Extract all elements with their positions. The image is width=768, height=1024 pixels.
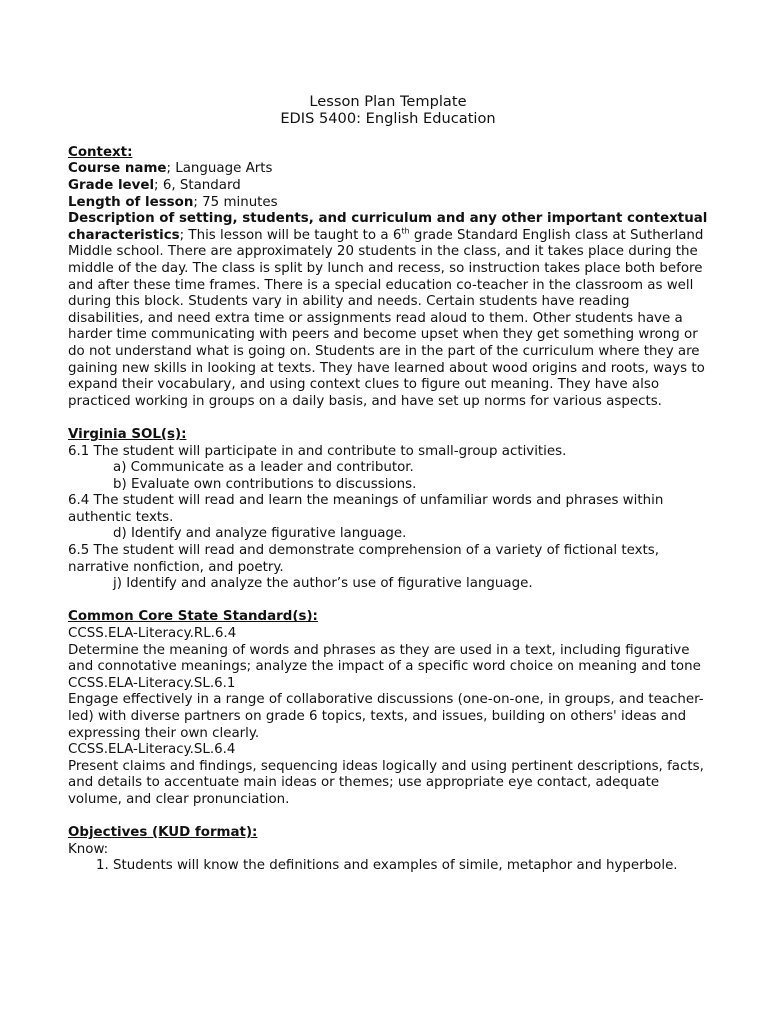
course-name-line — [68, 161, 708, 178]
document-title — [68, 93, 708, 128]
ccss-code-rl-6-4: CCSS.ELA-Literacy.RL.6.4 — [68, 626, 237, 642]
description-label: Description of setting, students, and curriculum and any other important contextual characteristics — [68, 211, 708, 243]
course-name-value: ; Language Arts — [166, 161, 273, 177]
sol-6-1-b: b) Evaluate own contributions to discussions. — [113, 476, 417, 492]
sol-heading: Virginia SOL(s): — [68, 426, 187, 442]
know-label: Know: — [68, 841, 109, 857]
ccss-text-rl-6-4: Determine the meaning of words and phrases as they are used in a text, including figurative and connotative meanings; analyze the impact of a specific word choice on meaning and tone — [68, 642, 701, 675]
grade-level-value: ; 6, Standard — [154, 178, 241, 193]
lesson-length-label: Length of lesson — [68, 194, 194, 210]
document-page — [68, 93, 708, 875]
sol-6-4-d: d) Identify and analyze figurative language. — [113, 526, 407, 542]
course-name-label: Course name — [68, 161, 167, 177]
sol-6-4: 6.4 The student will read and learn the meanings of unfamiliar words and phrases within authentic texts. — [68, 493, 664, 525]
ccss-section — [68, 609, 708, 808]
know-list — [68, 858, 708, 875]
description-paragraph — [68, 211, 708, 410]
sol-6-5: 6.5 The student will read and demonstrate comprehension of a variety of fictional texts, narrative nonfiction, and poetry. — [68, 543, 660, 575]
title-line-2: EDIS 5400: English Education — [280, 110, 496, 128]
grade-level-label: Grade level — [68, 178, 155, 193]
context-section — [68, 145, 708, 411]
sol-6-1: 6.1 The student will participate in and contribute to small-group activities. — [68, 443, 567, 459]
lesson-length-value: ; 75 minutes — [193, 194, 278, 210]
title-line-1: Lesson Plan Template — [309, 93, 467, 110]
list-item: 1. Students will know the definitions and examples of simile, metaphor and hyperbole. — [113, 858, 708, 875]
objectives-heading: Objectives (KUD format): — [68, 825, 258, 841]
description-text-start: ; This lesson will be taught to a 6 — [179, 227, 402, 243]
sol-6-5-j: j) Identify and analyze the author’s use of figurative language. — [113, 576, 533, 592]
ccss-code-sl-6-4: CCSS.ELA-Literacy.SL.6.4 — [68, 742, 236, 758]
sol-section — [68, 427, 708, 593]
sol-6-1-a: a) Communicate as a leader and contributor. — [113, 460, 414, 476]
ccss-text-sl-6-1: Engage effectively in a range of collaborative discussions (one-on-one, in groups, and teacher-led) with diverse partners on grade 6 topics, texts, and issues, building on others' ideas and expressing their own clearly. — [68, 692, 704, 741]
lesson-length-line — [68, 195, 708, 212]
objectives-section — [68, 825, 708, 875]
grade-level-line — [68, 178, 708, 195]
description-superscript: th — [401, 226, 410, 236]
context-heading: Context: — [68, 144, 133, 160]
description-text-rest: grade Standard English class at Sutherland Middle school. There are approximately 20 students in the class, and it takes place during the middle of the day. The class is split by lunch and recess, so instruction takes place both before and after these time frames. There is a special education co-teacher in the classroom as well during this block. Students vary in ability and needs. Certain students have reading disabilities, and need extra time or assignments read aloud to them. Other students have a harder time communicating with peers and become upset when they get something wrong or do not understand what is going on. Students are in the part of the curriculum where they are gaining new skills in looking at texts. They have learned about wood origins and roots, ways to expand their vocabulary, and using context clues to figure out meaning. They have also practiced working in groups on a daily basis, and have set up norms for various aspects. — [68, 227, 705, 409]
ccss-text-sl-6-4: Present claims and findings, sequencing ideas logically and using pertinent descriptions, facts, and details to accentuate main ideas or themes; use appropriate eye contact, adequate volume, and clear pronunciation. — [68, 758, 704, 807]
ccss-heading: Common Core State Standard(s): — [68, 609, 318, 625]
ccss-code-sl-6-1: CCSS.ELA-Literacy.SL.6.1 — [68, 675, 236, 691]
